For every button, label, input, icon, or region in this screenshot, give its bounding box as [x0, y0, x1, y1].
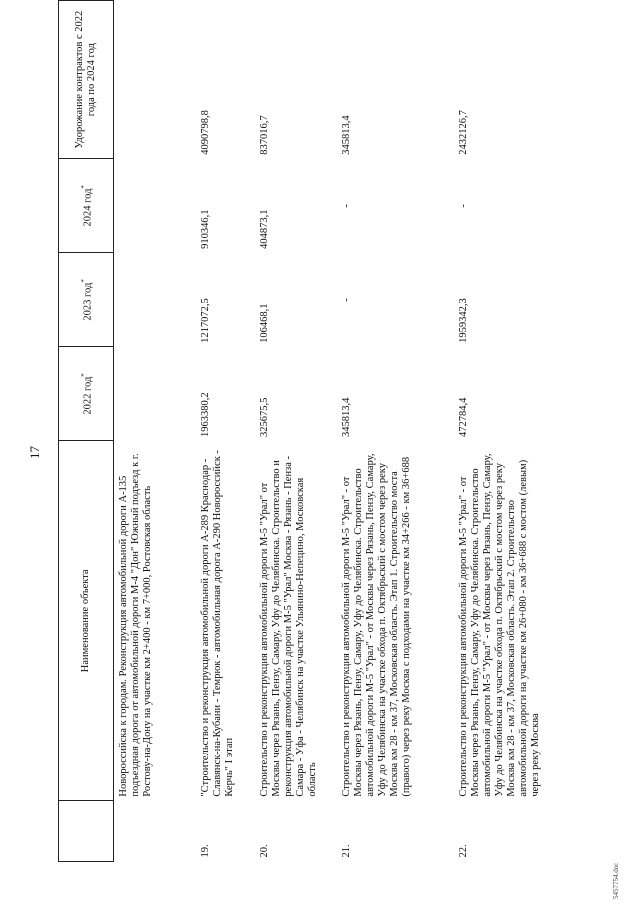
row-num: 22.	[458, 844, 469, 858]
row-2022: 325675,5	[259, 397, 270, 437]
row-growth: 4090798,8	[200, 110, 211, 155]
row-2023	[114, 253, 195, 347]
header-name: Наименование объекта	[59, 441, 114, 801]
row-num: 20.	[259, 844, 270, 858]
row-2022	[114, 347, 195, 441]
header-num	[59, 801, 114, 862]
header-2023: 2023 год*	[59, 253, 114, 347]
row-2022: 472784,4	[458, 397, 469, 437]
table-header-row	[59, 1, 114, 862]
row-num	[114, 801, 195, 862]
row-growth: 345813,4	[341, 115, 352, 155]
row-num: 21.	[341, 844, 352, 858]
row-2022: 345813,4	[341, 397, 352, 437]
row-growth	[114, 1, 195, 159]
header-2022: 2022 год*	[59, 347, 114, 441]
table-row	[253, 1, 335, 862]
table-row	[194, 1, 253, 862]
row-2023: 106468,1	[259, 303, 270, 343]
footer-filename: 5457754.doc	[612, 862, 620, 899]
objects-table	[58, 0, 581, 862]
table-row	[114, 1, 195, 862]
table-row	[452, 1, 581, 862]
row-growth: 2432126,7	[458, 110, 469, 155]
row-2024: 404873,1	[259, 209, 270, 249]
row-2023: 1217072,5	[200, 298, 211, 343]
row-2023: -	[341, 298, 352, 302]
header-2024: 2024 год*	[59, 159, 114, 253]
page-number: 17	[27, 446, 42, 459]
row-name: Строительство и реконструкция автомобильной дороги М-5 "Урал" - от Москвы через Рязань, Пензу, Самару, Уфу до Челябинска. Строительство автомобильной дороги М-5 "Урал" - от Москвы через Рязань, Пензу, Самару, Уфу до Челябинска на участке обхода п. Октябрьский с мостом через реку Москва км 28 - км 37, Московская область. Этап 1. Строительство моста (правого) через реку Москва с подходами на участке км 34+266 - км 36+688	[341, 453, 412, 797]
row-name: Строительство и реконструкция автомобильной дороги М-5 "Урал" - от Москвы через Рязань, Пензу, Самару, Уфу до Челябинска. Строительство автомобильной дороги М-5 "Урал" - от Москвы через Рязань, Пензу, Самару, Уфу до Челябинска на участке обхода п. Октябрьский с мостом через реку Москва км 28 - км 37, Московская область. Этап 2. Строительство автомобильной дороги на участке км 26+080 - км 36+688 с мостом (левым) через реку Москва	[458, 453, 541, 797]
row-2024: -	[341, 204, 352, 208]
row-num: 19.	[200, 844, 211, 858]
row-2024	[114, 159, 195, 253]
row-2024: 910346,1	[200, 209, 211, 249]
table-row	[335, 1, 452, 862]
row-name: "Строительство и реконструкция автомобильной дороги А-289 Краснодар - Славянск-на-Кубани - Темрюк - автомобильная дорога А-290 Новороссийск - Керчь" I этап	[200, 450, 235, 797]
row-name: Новороссийска к городам. Реконструкция автомобильной дороги А-135 подъездная дорога от автомобильной дороги М-4 "Дон" Южный подъезд к г. Ростову-на-Дону на участке км 2+400 - км 7+000, Ростовская область	[118, 453, 153, 797]
row-2024: -	[458, 204, 469, 208]
row-growth: 837016,7	[259, 115, 270, 155]
header-growth: Удорожание контрактов с 2022 года по 2024 год	[59, 1, 114, 159]
row-2023: 1959342,3	[458, 298, 469, 343]
row-2022: 1963380,2	[200, 392, 211, 437]
row-name: Строительство и реконструкция автомобильной дороги М-5 "Урал" от Москвы через Рязань, Пензу, Самару, Уфу до Челябинска. Строительство и реконструкция автомобильной дороги М-5 "Урал" Москва - Рязань - Пенза - Самара - Уфа - Челябинск на участке Ульянино-Непецино, Московская область	[259, 456, 318, 797]
